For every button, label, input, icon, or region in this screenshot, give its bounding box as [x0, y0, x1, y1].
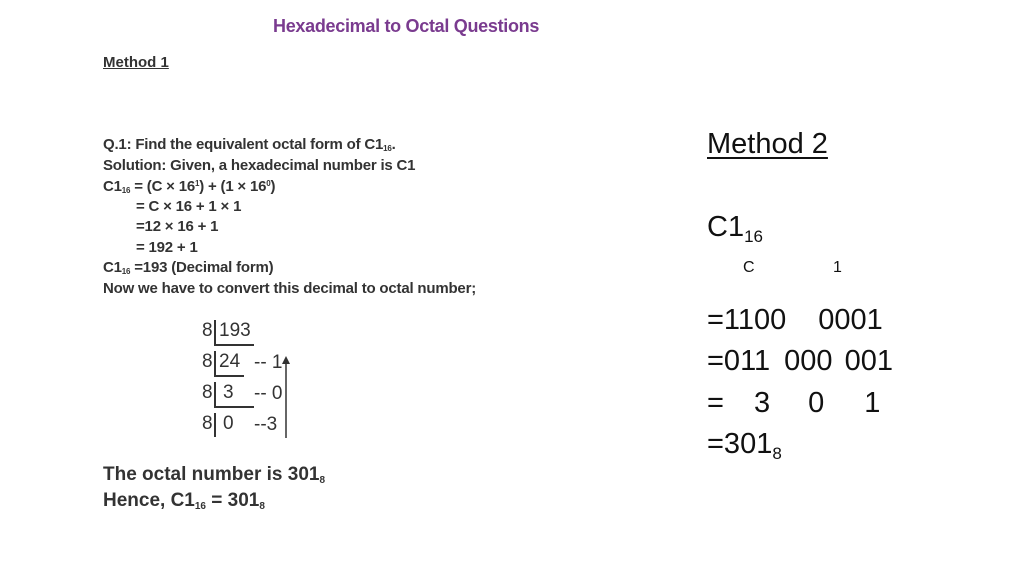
hex-number: $C1_{16}$: [707, 211, 763, 246]
expansion-line: $C1_{16} = (C \times 16^1) + (1 \times 16^0)$: [103, 178, 276, 195]
octal-result-line: The octal number is $301_8$: [103, 464, 326, 486]
question-line: Q.1: Find the equivalent octal form of $C1_{16}$.: [103, 136, 396, 153]
remainder: -- 0: [254, 383, 283, 404]
conclusion-line: Hence, $C1_{16} = 301_8$: [103, 490, 265, 512]
divisor: 8: [202, 413, 213, 434]
dividend: 24: [219, 351, 241, 372]
divisor: 8: [202, 320, 213, 341]
page-title: Hexadecimal to Octal Questions: [273, 16, 540, 36]
digit-c-label: C: [743, 259, 755, 276]
decimal-result-line: $C1_{16} =193$ (Decimal form): [103, 259, 274, 276]
dividend: 0: [223, 413, 234, 434]
octal-digits-line: = 3 0 1: [707, 387, 881, 419]
solution-line: Solution: Given, a hexadecimal number is C1: [103, 157, 416, 174]
step-line: = C × 16 + 1 × 1: [136, 198, 242, 215]
instruction-line: Now we have to convert this decimal to octal number;: [103, 280, 477, 297]
divisor: 8: [202, 351, 213, 372]
dividend: 3: [223, 382, 234, 403]
binary-triplets-line: =011 000 001: [707, 345, 893, 377]
dividend: 193: [219, 320, 251, 341]
up-arrow-icon: [280, 356, 292, 438]
octal-result: $=301_8$: [707, 428, 782, 463]
step-line: =12 × 16 + 1: [136, 218, 219, 235]
method2-heading: Method 2: [707, 128, 828, 160]
step-line: = 192 + 1: [136, 239, 198, 256]
remainder: --3: [254, 414, 278, 435]
divisor: 8: [202, 382, 213, 403]
method1-heading: Method 1: [103, 54, 169, 71]
digit-1-label: 1: [833, 259, 842, 276]
remainder: -- 1: [254, 352, 283, 373]
binary-nibbles-line: =1100 0001: [707, 304, 883, 336]
